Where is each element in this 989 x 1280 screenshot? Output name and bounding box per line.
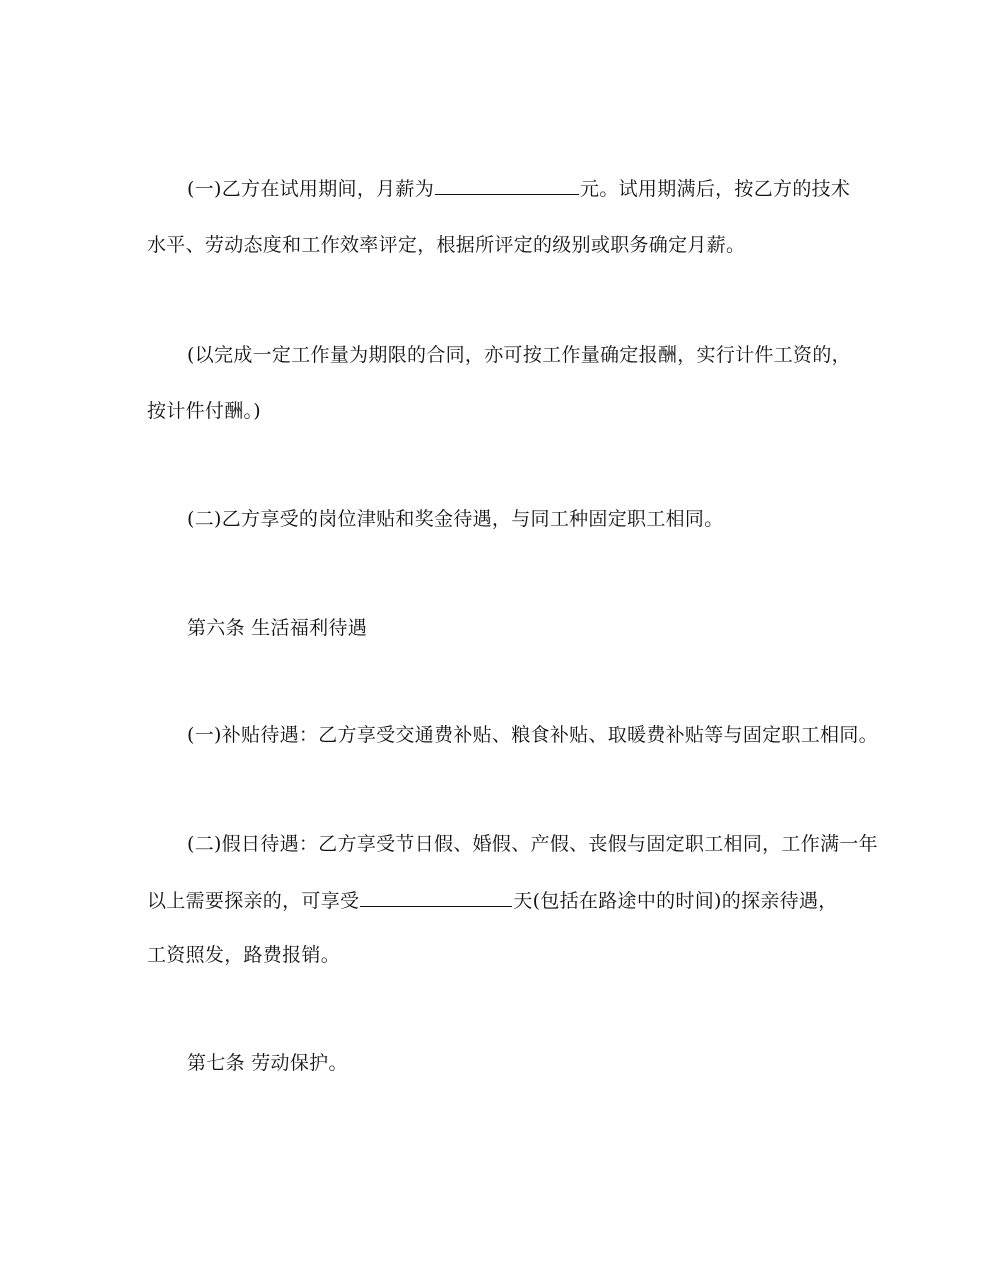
allowance-bonus-clause: (二)乙方享受的岗位津贴和奖金待遇，与同工种固定职工相同。 — [187, 508, 724, 530]
home-leave-days-blank — [360, 888, 512, 907]
piecework-note-line-1: (以完成一定工作量为期限的合同，亦可按工作量确定报酬，实行计件工资的， — [187, 344, 851, 366]
holiday-clause-text-after-blank: 天(包括在路途中的时间)的探亲待遇， — [513, 890, 838, 912]
article-7-heading: 第七条 劳动保护。 — [187, 1052, 348, 1074]
holiday-clause-line-3: 工资照发，路费报销。 — [147, 944, 341, 966]
holiday-clause-line-1: (二)假日待遇：乙方享受节日假、婚假、产假、丧假与固定职工相同，工作满一年 — [187, 833, 878, 855]
salary-clause-text-after-blank: 元。试用期满后，按乙方的技术 — [580, 178, 851, 200]
holiday-clause-line-2 — [147, 888, 838, 913]
piecework-note-line-2: 按计件付酬。) — [147, 400, 262, 422]
salary-clause-line-2: 水平、劳动态度和工作效率评定，根据所评定的级别或职务确定月薪。 — [147, 234, 746, 256]
subsidy-clause: (一)补贴待遇：乙方享受交通费补贴、粮食补贴、取暖费补贴等与固定职工相同。 — [187, 724, 878, 746]
article-6-heading: 第六条 生活福利待遇 — [187, 617, 368, 639]
salary-clause-text-before-blank: (一)乙方在试用期间，月薪为 — [187, 178, 435, 200]
holiday-clause-text-before-blank: 以上需要探亲的，可享受 — [147, 890, 360, 912]
salary-clause-line-1 — [187, 176, 850, 201]
monthly-salary-blank — [435, 176, 579, 195]
